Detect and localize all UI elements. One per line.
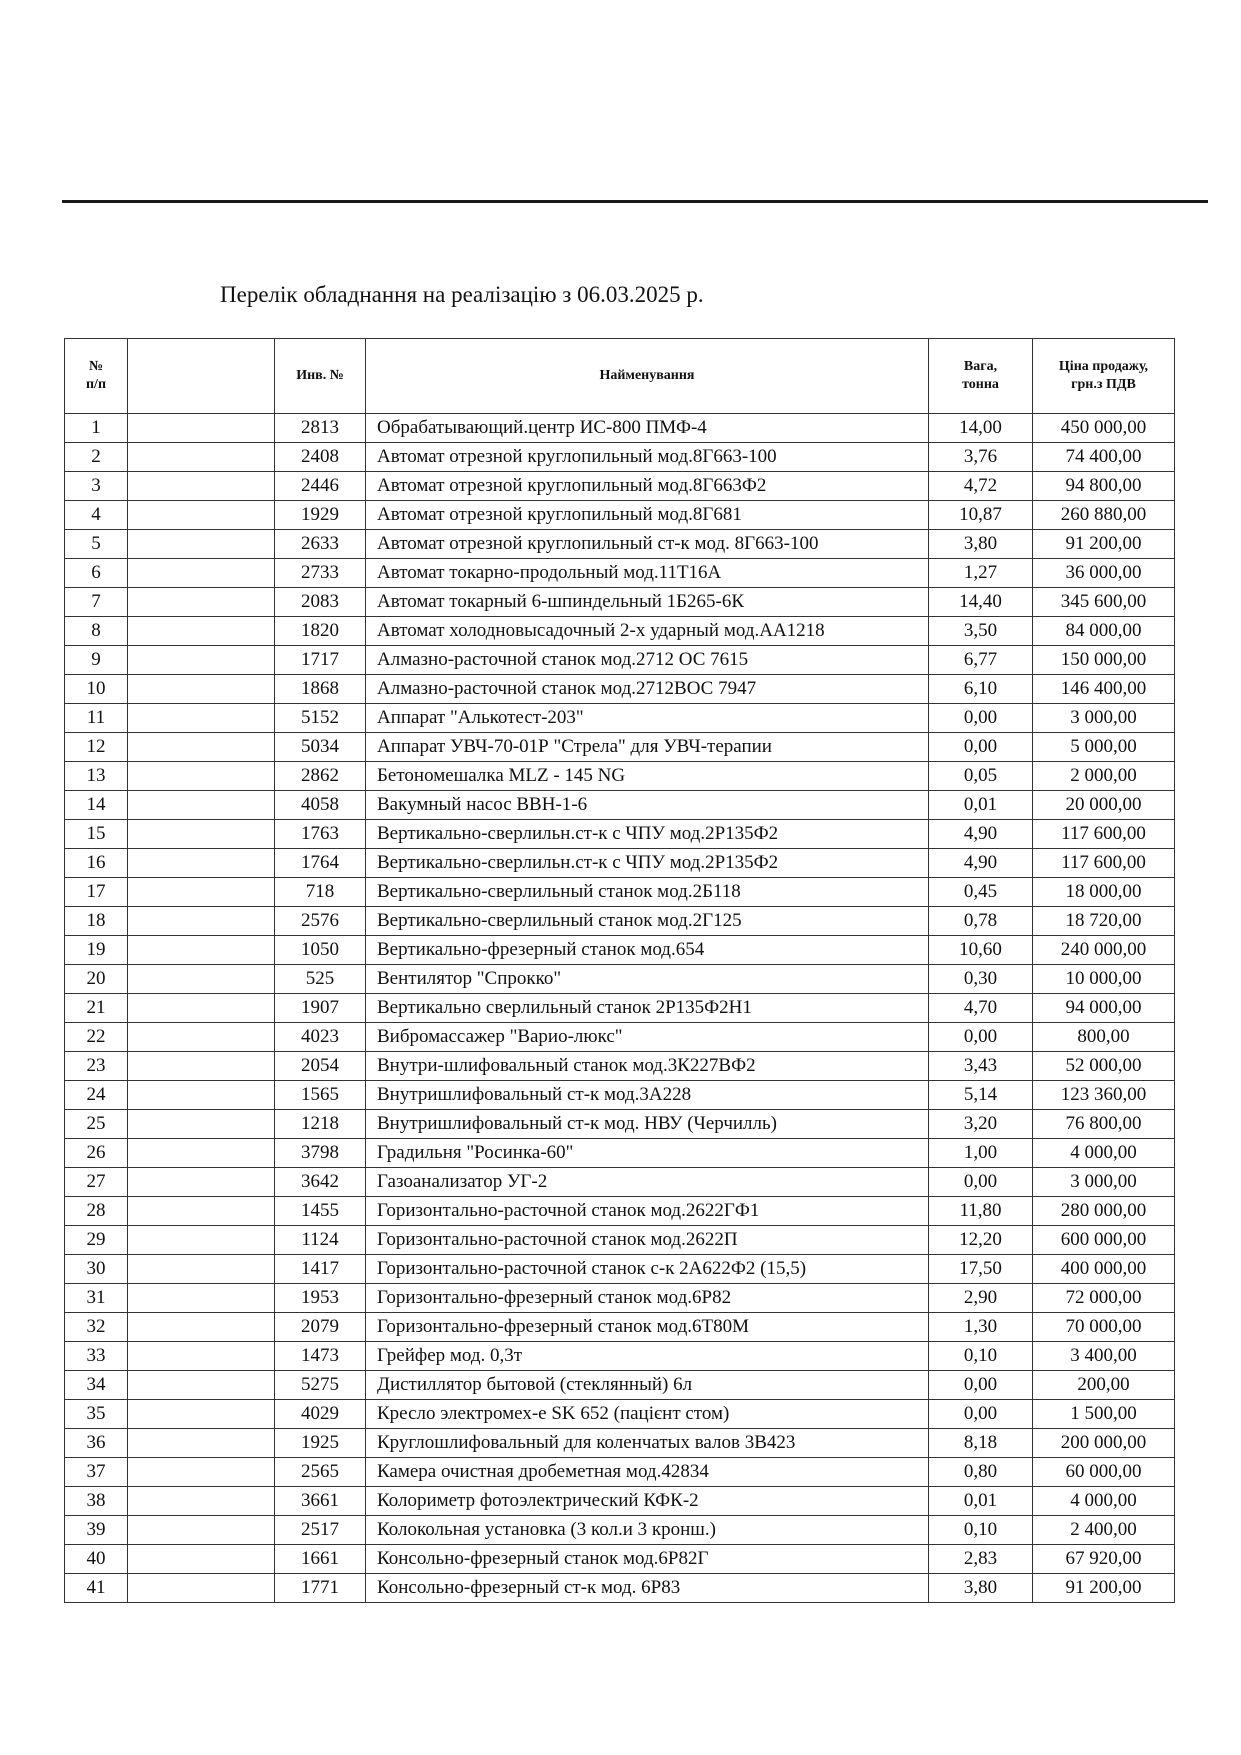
row-weight: 17,50 xyxy=(929,1255,1033,1284)
row-price: 4 000,00 xyxy=(1033,1487,1175,1516)
table-row xyxy=(65,849,1175,878)
row-name: Горизонтально-расточной станок мод.2622П xyxy=(366,1226,929,1255)
row-weight: 2,83 xyxy=(929,1545,1033,1574)
row-name: Внутришлифовальный ст-к мод. НВУ (Черчилль) xyxy=(366,1110,929,1139)
row-name: Газоанализатор УГ-2 xyxy=(366,1168,929,1197)
row-price: 3 000,00 xyxy=(1033,704,1175,733)
row-inventory-number: 3798 xyxy=(275,1139,366,1168)
row-number: 34 xyxy=(65,1371,128,1400)
header-inventory: Инв. № xyxy=(275,339,366,414)
row-blank xyxy=(128,1110,275,1139)
row-number: 27 xyxy=(65,1168,128,1197)
table-row xyxy=(65,588,1175,617)
row-weight: 0,00 xyxy=(929,1400,1033,1429)
table-row xyxy=(65,1052,1175,1081)
row-weight: 6,77 xyxy=(929,646,1033,675)
table-row xyxy=(65,791,1175,820)
row-name: Автомат отрезной круглопильный мод.8Г663-100 xyxy=(366,443,929,472)
row-blank xyxy=(128,1255,275,1284)
row-inventory-number: 1218 xyxy=(275,1110,366,1139)
row-blank xyxy=(128,1458,275,1487)
row-blank xyxy=(128,588,275,617)
row-price: 94 000,00 xyxy=(1033,994,1175,1023)
row-name: Вертикально сверлильный станок 2Р135Ф2Н1 xyxy=(366,994,929,1023)
row-inventory-number: 1417 xyxy=(275,1255,366,1284)
row-blank xyxy=(128,617,275,646)
row-inventory-number: 2576 xyxy=(275,907,366,936)
row-name: Консольно-фрезерный ст-к мод. 6Р83 xyxy=(366,1574,929,1603)
header-blank xyxy=(128,339,275,414)
row-name: Круглошлифовальный для коленчатых валов 3В423 xyxy=(366,1429,929,1458)
header-rule xyxy=(62,200,1208,203)
row-price: 10 000,00 xyxy=(1033,965,1175,994)
row-name: Аппарат "Алькотест-203" xyxy=(366,704,929,733)
table-row xyxy=(65,1371,1175,1400)
row-name: Вертикально-сверлильн.ст-к с ЧПУ мод.2Р135Ф2 xyxy=(366,849,929,878)
row-inventory-number: 2813 xyxy=(275,414,366,443)
row-price: 117 600,00 xyxy=(1033,849,1175,878)
row-name: Внутри-шлифовальный станок мод.3К227ВФ2 xyxy=(366,1052,929,1081)
row-price: 18 720,00 xyxy=(1033,907,1175,936)
equipment-table xyxy=(64,338,1175,1603)
row-number: 8 xyxy=(65,617,128,646)
table-row xyxy=(65,878,1175,907)
row-inventory-number: 2633 xyxy=(275,530,366,559)
row-inventory-number: 2517 xyxy=(275,1516,366,1545)
table-row xyxy=(65,443,1175,472)
row-weight: 3,76 xyxy=(929,443,1033,472)
row-number: 18 xyxy=(65,907,128,936)
row-price: 600 000,00 xyxy=(1033,1226,1175,1255)
row-number: 41 xyxy=(65,1574,128,1603)
table-row xyxy=(65,1487,1175,1516)
row-blank xyxy=(128,907,275,936)
row-name: Вертикально-сверлильн.ст-к с ЧПУ мод.2Р135Ф2 xyxy=(366,820,929,849)
row-weight: 8,18 xyxy=(929,1429,1033,1458)
table-row xyxy=(65,559,1175,588)
row-price: 240 000,00 xyxy=(1033,936,1175,965)
row-blank xyxy=(128,472,275,501)
row-inventory-number: 2733 xyxy=(275,559,366,588)
table-row xyxy=(65,617,1175,646)
table-row xyxy=(65,1168,1175,1197)
table-row xyxy=(65,1342,1175,1371)
row-inventory-number: 718 xyxy=(275,878,366,907)
row-price: 450 000,00 xyxy=(1033,414,1175,443)
table-header-row xyxy=(65,339,1175,414)
row-weight: 0,30 xyxy=(929,965,1033,994)
row-weight: 4,72 xyxy=(929,472,1033,501)
row-price: 260 880,00 xyxy=(1033,501,1175,530)
row-inventory-number: 1820 xyxy=(275,617,366,646)
header-name: Найменування xyxy=(366,339,929,414)
row-number: 16 xyxy=(65,849,128,878)
row-weight: 0,00 xyxy=(929,1023,1033,1052)
row-number: 22 xyxy=(65,1023,128,1052)
row-price: 280 000,00 xyxy=(1033,1197,1175,1226)
row-number: 13 xyxy=(65,762,128,791)
row-weight: 3,80 xyxy=(929,530,1033,559)
row-price: 70 000,00 xyxy=(1033,1313,1175,1342)
row-weight: 1,27 xyxy=(929,559,1033,588)
row-price: 800,00 xyxy=(1033,1023,1175,1052)
row-name: Автомат токарно-продольный мод.11Т16А xyxy=(366,559,929,588)
row-number: 21 xyxy=(65,994,128,1023)
row-weight: 0,00 xyxy=(929,733,1033,762)
row-inventory-number: 525 xyxy=(275,965,366,994)
row-weight: 1,00 xyxy=(929,1139,1033,1168)
row-number: 38 xyxy=(65,1487,128,1516)
row-blank xyxy=(128,675,275,704)
table-row xyxy=(65,1110,1175,1139)
row-inventory-number: 2083 xyxy=(275,588,366,617)
row-inventory-number: 1953 xyxy=(275,1284,366,1313)
row-number: 20 xyxy=(65,965,128,994)
row-inventory-number: 1565 xyxy=(275,1081,366,1110)
row-number: 26 xyxy=(65,1139,128,1168)
row-name: Алмазно-расточной станок мод.2712 ОС 7615 xyxy=(366,646,929,675)
row-name: Колокольная установка (3 кол.и 3 кронш.) xyxy=(366,1516,929,1545)
row-number: 25 xyxy=(65,1110,128,1139)
row-blank xyxy=(128,1342,275,1371)
table-row xyxy=(65,530,1175,559)
row-weight: 0,01 xyxy=(929,791,1033,820)
row-inventory-number: 1868 xyxy=(275,675,366,704)
row-inventory-number: 1925 xyxy=(275,1429,366,1458)
row-blank xyxy=(128,965,275,994)
row-name: Вертикально-сверлильный станок мод.2Г125 xyxy=(366,907,929,936)
row-number: 30 xyxy=(65,1255,128,1284)
row-price: 3 000,00 xyxy=(1033,1168,1175,1197)
row-price: 4 000,00 xyxy=(1033,1139,1175,1168)
row-name: Бетономешалка MLZ - 145 NG xyxy=(366,762,929,791)
table-row xyxy=(65,762,1175,791)
table-row xyxy=(65,1081,1175,1110)
row-name: Грейфер мод. 0,3т xyxy=(366,1342,929,1371)
row-inventory-number: 4058 xyxy=(275,791,366,820)
row-number: 10 xyxy=(65,675,128,704)
row-name: Горизонтально-расточной станок с-к 2А622Ф2 (15,5) xyxy=(366,1255,929,1284)
row-price: 150 000,00 xyxy=(1033,646,1175,675)
row-weight: 0,00 xyxy=(929,704,1033,733)
table-row xyxy=(65,1197,1175,1226)
row-blank xyxy=(128,1545,275,1574)
row-price: 345 600,00 xyxy=(1033,588,1175,617)
row-name: Дистиллятор бытовой (стеклянный) 6л xyxy=(366,1371,929,1400)
row-name: Горизонтально-расточной станок мод.2622ГФ1 xyxy=(366,1197,929,1226)
row-blank xyxy=(128,1139,275,1168)
row-price: 20 000,00 xyxy=(1033,791,1175,820)
row-blank xyxy=(128,1197,275,1226)
row-weight: 6,10 xyxy=(929,675,1033,704)
row-price: 400 000,00 xyxy=(1033,1255,1175,1284)
row-blank xyxy=(128,1516,275,1545)
row-number: 19 xyxy=(65,936,128,965)
row-weight: 3,20 xyxy=(929,1110,1033,1139)
row-name: Вертикально-сверлильный станок мод.2Б118 xyxy=(366,878,929,907)
row-inventory-number: 3642 xyxy=(275,1168,366,1197)
table-row xyxy=(65,907,1175,936)
row-number: 35 xyxy=(65,1400,128,1429)
row-number: 7 xyxy=(65,588,128,617)
table-row xyxy=(65,1023,1175,1052)
row-price: 2 000,00 xyxy=(1033,762,1175,791)
row-number: 40 xyxy=(65,1545,128,1574)
row-number: 28 xyxy=(65,1197,128,1226)
row-name: Внутришлифовальный ст-к мод.3А228 xyxy=(366,1081,929,1110)
row-inventory-number: 5275 xyxy=(275,1371,366,1400)
row-inventory-number: 3661 xyxy=(275,1487,366,1516)
row-number: 39 xyxy=(65,1516,128,1545)
row-number: 31 xyxy=(65,1284,128,1313)
row-inventory-number: 4029 xyxy=(275,1400,366,1429)
row-price: 36 000,00 xyxy=(1033,559,1175,588)
row-inventory-number: 1717 xyxy=(275,646,366,675)
row-weight: 0,05 xyxy=(929,762,1033,791)
row-blank xyxy=(128,878,275,907)
row-weight: 0,00 xyxy=(929,1168,1033,1197)
row-name: Автомат отрезной круглопильный мод.8Г681 xyxy=(366,501,929,530)
row-name: Аппарат УВЧ-70-01Р "Стрела" для УВЧ-терапии xyxy=(366,733,929,762)
row-name: Автомат токарный 6-шпиндельный 1Б265-6К xyxy=(366,588,929,617)
table-row xyxy=(65,1516,1175,1545)
row-price: 5 000,00 xyxy=(1033,733,1175,762)
row-inventory-number: 1764 xyxy=(275,849,366,878)
row-price: 18 000,00 xyxy=(1033,878,1175,907)
row-blank xyxy=(128,414,275,443)
row-number: 29 xyxy=(65,1226,128,1255)
row-price: 72 000,00 xyxy=(1033,1284,1175,1313)
row-price: 94 800,00 xyxy=(1033,472,1175,501)
header-weight: Вага, тонна xyxy=(929,339,1033,414)
row-price: 2 400,00 xyxy=(1033,1516,1175,1545)
row-price: 76 800,00 xyxy=(1033,1110,1175,1139)
row-number: 4 xyxy=(65,501,128,530)
row-weight: 0,78 xyxy=(929,907,1033,936)
row-number: 36 xyxy=(65,1429,128,1458)
row-blank xyxy=(128,820,275,849)
row-weight: 14,00 xyxy=(929,414,1033,443)
table-row xyxy=(65,1139,1175,1168)
row-inventory-number: 2408 xyxy=(275,443,366,472)
table-row xyxy=(65,675,1175,704)
row-blank xyxy=(128,1023,275,1052)
row-name: Вакумный насос ВВН-1-6 xyxy=(366,791,929,820)
row-blank xyxy=(128,849,275,878)
row-blank xyxy=(128,936,275,965)
row-inventory-number: 1763 xyxy=(275,820,366,849)
row-price: 3 400,00 xyxy=(1033,1342,1175,1371)
row-inventory-number: 4023 xyxy=(275,1023,366,1052)
row-number: 6 xyxy=(65,559,128,588)
row-inventory-number: 1124 xyxy=(275,1226,366,1255)
row-weight: 1,30 xyxy=(929,1313,1033,1342)
table-row xyxy=(65,1313,1175,1342)
row-inventory-number: 5034 xyxy=(275,733,366,762)
header-number: № п/п xyxy=(65,339,128,414)
document-title: Перелік обладнання на реалізацію з 06.03.2025 р. xyxy=(220,282,704,307)
row-number: 14 xyxy=(65,791,128,820)
row-blank xyxy=(128,501,275,530)
row-blank xyxy=(128,1371,275,1400)
row-name: Вертикально-фрезерный станок мод.654 xyxy=(366,936,929,965)
table-row xyxy=(65,1545,1175,1574)
row-blank xyxy=(128,1400,275,1429)
row-blank xyxy=(128,1313,275,1342)
row-name: Кресло электромех-е SK 652 (пацієнт стом) xyxy=(366,1400,929,1429)
row-weight: 0,01 xyxy=(929,1487,1033,1516)
row-name: Вентилятор "Спрокко" xyxy=(366,965,929,994)
row-inventory-number: 1771 xyxy=(275,1574,366,1603)
table-row xyxy=(65,1429,1175,1458)
row-inventory-number: 1455 xyxy=(275,1197,366,1226)
row-weight: 14,40 xyxy=(929,588,1033,617)
row-weight: 3,80 xyxy=(929,1574,1033,1603)
row-price: 123 360,00 xyxy=(1033,1081,1175,1110)
row-name: Автомат отрезной круглопильный ст-к мод. 8Г663-100 xyxy=(366,530,929,559)
row-name: Горизонтально-фрезерный станок мод.6Р82 xyxy=(366,1284,929,1313)
row-inventory-number: 2079 xyxy=(275,1313,366,1342)
row-inventory-number: 1907 xyxy=(275,994,366,1023)
row-blank xyxy=(128,443,275,472)
table-row xyxy=(65,1226,1175,1255)
row-blank xyxy=(128,1574,275,1603)
table-row xyxy=(65,1255,1175,1284)
row-price: 84 000,00 xyxy=(1033,617,1175,646)
row-inventory-number: 2054 xyxy=(275,1052,366,1081)
header-price: Ціна продажу, грн.з ПДВ xyxy=(1033,339,1175,414)
row-blank xyxy=(128,994,275,1023)
row-price: 60 000,00 xyxy=(1033,1458,1175,1487)
row-number: 32 xyxy=(65,1313,128,1342)
row-number: 9 xyxy=(65,646,128,675)
row-weight: 0,00 xyxy=(929,1371,1033,1400)
row-weight: 12,20 xyxy=(929,1226,1033,1255)
table-row xyxy=(65,965,1175,994)
row-number: 5 xyxy=(65,530,128,559)
row-weight: 0,45 xyxy=(929,878,1033,907)
row-inventory-number: 1661 xyxy=(275,1545,366,1574)
table-row xyxy=(65,1458,1175,1487)
table-row xyxy=(65,414,1175,443)
row-weight: 4,90 xyxy=(929,849,1033,878)
row-inventory-number: 2446 xyxy=(275,472,366,501)
row-price: 91 200,00 xyxy=(1033,1574,1175,1603)
table-row xyxy=(65,472,1175,501)
row-inventory-number: 2862 xyxy=(275,762,366,791)
row-name: Консольно-фрезерный станок мод.6Р82Г xyxy=(366,1545,929,1574)
row-weight: 3,50 xyxy=(929,617,1033,646)
row-inventory-number: 2565 xyxy=(275,1458,366,1487)
row-blank xyxy=(128,704,275,733)
table-row xyxy=(65,704,1175,733)
row-number: 15 xyxy=(65,820,128,849)
table-row xyxy=(65,1574,1175,1603)
row-number: 23 xyxy=(65,1052,128,1081)
row-weight: 10,87 xyxy=(929,501,1033,530)
row-name: Алмазно-расточной станок мод.2712ВОС 7947 xyxy=(366,675,929,704)
row-name: Обрабатывающий.центр ИС-800 ПМФ-4 xyxy=(366,414,929,443)
row-number: 37 xyxy=(65,1458,128,1487)
row-inventory-number: 1050 xyxy=(275,936,366,965)
table-row xyxy=(65,820,1175,849)
row-weight: 5,14 xyxy=(929,1081,1033,1110)
row-inventory-number: 1473 xyxy=(275,1342,366,1371)
row-number: 11 xyxy=(65,704,128,733)
table-row xyxy=(65,646,1175,675)
table-body xyxy=(65,414,1175,1603)
row-blank xyxy=(128,559,275,588)
table-row xyxy=(65,1284,1175,1313)
row-name: Горизонтально-фрезерный станок мод.6Т80М xyxy=(366,1313,929,1342)
row-blank xyxy=(128,646,275,675)
row-weight: 0,80 xyxy=(929,1458,1033,1487)
row-price: 67 920,00 xyxy=(1033,1545,1175,1574)
row-price: 200 000,00 xyxy=(1033,1429,1175,1458)
row-number: 24 xyxy=(65,1081,128,1110)
row-weight: 11,80 xyxy=(929,1197,1033,1226)
row-name: Камера очистная дробеметная мод.42834 xyxy=(366,1458,929,1487)
row-blank xyxy=(128,530,275,559)
row-name: Автомат холодновысадочный 2-х ударный мод.АА1218 xyxy=(366,617,929,646)
row-weight: 0,10 xyxy=(929,1342,1033,1371)
row-number: 33 xyxy=(65,1342,128,1371)
row-number: 1 xyxy=(65,414,128,443)
row-number: 2 xyxy=(65,443,128,472)
row-weight: 4,70 xyxy=(929,994,1033,1023)
table-row xyxy=(65,936,1175,965)
table-row xyxy=(65,501,1175,530)
row-price: 1 500,00 xyxy=(1033,1400,1175,1429)
row-inventory-number: 1929 xyxy=(275,501,366,530)
row-price: 200,00 xyxy=(1033,1371,1175,1400)
row-blank xyxy=(128,1168,275,1197)
row-name: Колориметр фотоэлектрический КФК-2 xyxy=(366,1487,929,1516)
table-row xyxy=(65,994,1175,1023)
row-weight: 4,90 xyxy=(929,820,1033,849)
table-row xyxy=(65,733,1175,762)
row-number: 12 xyxy=(65,733,128,762)
row-number: 3 xyxy=(65,472,128,501)
row-weight: 2,90 xyxy=(929,1284,1033,1313)
row-price: 52 000,00 xyxy=(1033,1052,1175,1081)
row-price: 146 400,00 xyxy=(1033,675,1175,704)
row-weight: 3,43 xyxy=(929,1052,1033,1081)
table-row xyxy=(65,1400,1175,1429)
row-blank xyxy=(128,1052,275,1081)
row-inventory-number: 5152 xyxy=(275,704,366,733)
row-name: Вибромассажер "Варио-люкс" xyxy=(366,1023,929,1052)
row-blank xyxy=(128,1487,275,1516)
row-blank xyxy=(128,1226,275,1255)
row-number: 17 xyxy=(65,878,128,907)
row-blank xyxy=(128,733,275,762)
row-blank xyxy=(128,762,275,791)
row-price: 117 600,00 xyxy=(1033,820,1175,849)
row-name: Автомат отрезной круглопильный мод.8Г663Ф2 xyxy=(366,472,929,501)
row-blank xyxy=(128,1284,275,1313)
row-weight: 10,60 xyxy=(929,936,1033,965)
row-price: 91 200,00 xyxy=(1033,530,1175,559)
row-price: 74 400,00 xyxy=(1033,443,1175,472)
row-blank xyxy=(128,1429,275,1458)
row-blank xyxy=(128,1081,275,1110)
row-weight: 0,10 xyxy=(929,1516,1033,1545)
row-name: Градильня "Росинка-60" xyxy=(366,1139,929,1168)
row-blank xyxy=(128,791,275,820)
